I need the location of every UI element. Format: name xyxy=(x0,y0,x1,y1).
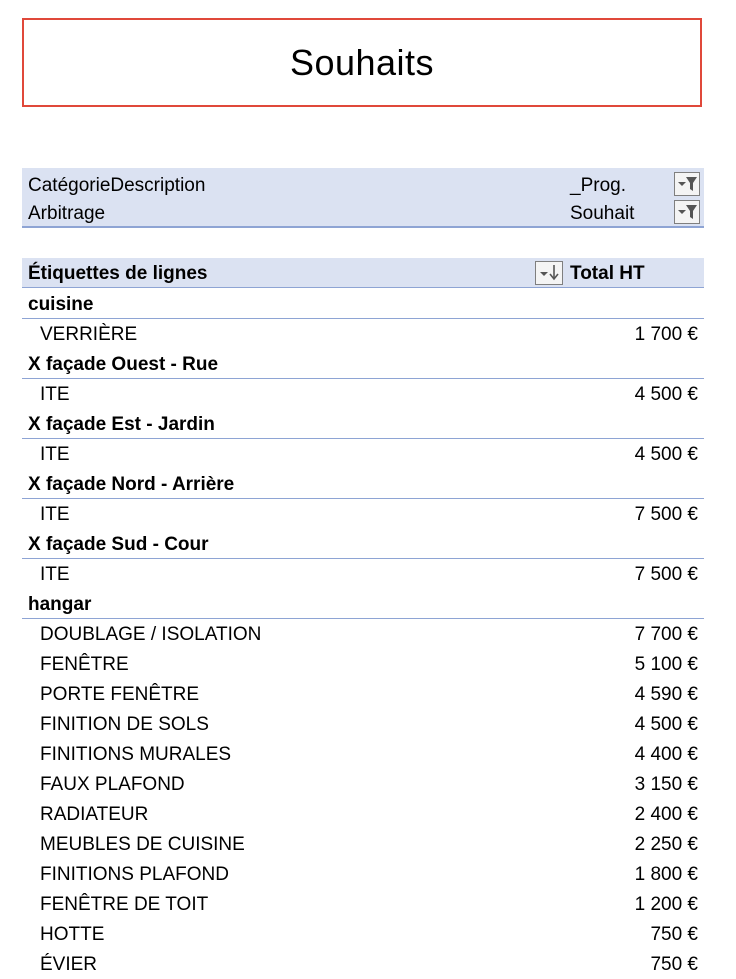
item-label: FINITION DE SOLS xyxy=(40,714,209,735)
pivot-item-row[interactable] xyxy=(22,919,704,949)
row-labels-header: Étiquettes de lignes xyxy=(28,263,208,284)
pivot-item-row[interactable] xyxy=(22,709,704,739)
item-label: FINITIONS MURALES xyxy=(40,744,232,765)
pivot-group-row[interactable] xyxy=(22,469,704,499)
filter-row-categorie xyxy=(22,170,704,200)
total-ht-value: 1 800 € xyxy=(634,864,698,885)
total-ht-value: 750 € xyxy=(650,954,698,975)
group-label: cuisine xyxy=(28,294,94,315)
total-ht-value: 7 700 € xyxy=(634,624,698,645)
pivot-filter-area xyxy=(22,168,704,228)
pivot-group-row[interactable] xyxy=(22,349,704,379)
filter-funnel-icon xyxy=(675,201,699,223)
filter-value: Souhait xyxy=(570,203,635,224)
item-label: ÉVIER xyxy=(40,954,98,975)
item-label: PORTE FENÊTRE xyxy=(40,684,200,705)
row-labels-sort-button[interactable] xyxy=(535,261,563,285)
pivot-item-row[interactable] xyxy=(22,799,704,829)
total-ht-value: 1 200 € xyxy=(634,894,698,915)
group-label: X façade Nord - Arrière xyxy=(28,474,235,495)
pivot-item-row[interactable] xyxy=(22,679,704,709)
report-title: Souhaits xyxy=(289,41,435,83)
group-label: X façade Est - Jardin xyxy=(28,414,215,435)
total-ht-value: 3 150 € xyxy=(634,774,698,795)
total-ht-header: Total HT xyxy=(570,263,645,284)
filter-row-arbitrage xyxy=(22,198,704,228)
total-ht-value: 750 € xyxy=(650,924,698,945)
filter-name: CatégorieDescription xyxy=(28,175,206,196)
sort-descending-icon xyxy=(536,262,562,284)
total-ht-value: 4 590 € xyxy=(634,684,698,705)
item-label: FINITIONS PLAFOND xyxy=(40,864,229,885)
item-label: ITE xyxy=(40,564,70,585)
total-ht-value: 4 500 € xyxy=(634,714,698,735)
pivot-item-row[interactable] xyxy=(22,559,704,589)
total-ht-value: 4 400 € xyxy=(634,744,698,765)
filter-funnel-icon xyxy=(675,173,699,195)
pivot-item-row[interactable] xyxy=(22,829,704,859)
group-label: hangar xyxy=(28,594,92,615)
total-ht-value: 1 700 € xyxy=(634,324,698,345)
pivot-item-row[interactable] xyxy=(22,859,704,889)
pivot-item-row[interactable] xyxy=(22,619,704,649)
item-label: FENÊTRE DE TOIT xyxy=(40,894,209,915)
total-ht-value: 4 500 € xyxy=(634,384,698,405)
group-label: X façade Sud - Cour xyxy=(28,534,209,555)
group-label: X façade Ouest - Rue xyxy=(28,354,219,375)
pivot-item-row[interactable] xyxy=(22,649,704,679)
item-label: FENÊTRE xyxy=(40,654,129,675)
pivot-group-row[interactable] xyxy=(22,289,704,319)
item-label: ITE xyxy=(40,504,70,525)
total-ht-value: 2 250 € xyxy=(634,834,698,855)
total-ht-value: 7 500 € xyxy=(634,504,698,525)
filter-dropdown-button[interactable] xyxy=(674,200,700,224)
filter-dropdown-button[interactable] xyxy=(674,172,700,196)
total-ht-value: 7 500 € xyxy=(634,564,698,585)
pivot-item-row[interactable] xyxy=(22,439,704,469)
pivot-item-row[interactable] xyxy=(22,889,704,919)
pivot-header-row xyxy=(22,258,704,288)
pivot-group-row[interactable] xyxy=(22,529,704,559)
item-label: ITE xyxy=(40,444,70,465)
total-ht-value: 2 400 € xyxy=(634,804,698,825)
filter-value: _Prog. xyxy=(570,175,626,196)
total-ht-value: 5 100 € xyxy=(634,654,698,675)
total-ht-value: 4 500 € xyxy=(634,444,698,465)
pivot-item-row[interactable] xyxy=(22,499,704,529)
item-label: HOTTE xyxy=(40,924,105,945)
item-label: VERRIÈRE xyxy=(40,324,138,345)
pivot-group-row[interactable] xyxy=(22,589,704,619)
item-label: ITE xyxy=(40,384,70,405)
pivot-item-row[interactable] xyxy=(22,739,704,769)
pivot-item-row[interactable] xyxy=(22,949,704,979)
report-title-box xyxy=(22,18,702,107)
filter-name: Arbitrage xyxy=(28,203,106,224)
pivot-item-row[interactable] xyxy=(22,769,704,799)
pivot-rows xyxy=(22,289,704,979)
pivot-item-row[interactable] xyxy=(22,379,704,409)
pivot-item-row[interactable] xyxy=(22,319,704,349)
pivot-group-row[interactable] xyxy=(22,409,704,439)
item-label: FAUX PLAFOND xyxy=(40,774,185,795)
item-label: RADIATEUR xyxy=(40,804,149,825)
item-label: MEUBLES DE CUISINE xyxy=(40,834,245,855)
item-label: DOUBLAGE / ISOLATION xyxy=(40,624,262,645)
